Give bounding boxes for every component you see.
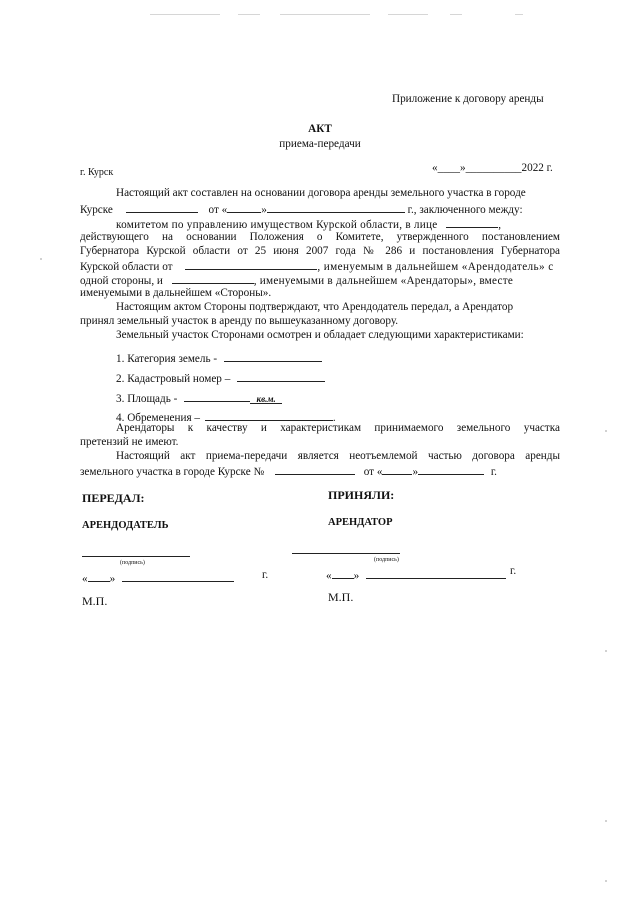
left-header: ПЕРЕДАЛ: bbox=[82, 491, 145, 505]
scan-artifact bbox=[238, 14, 260, 15]
blank-field bbox=[275, 463, 355, 475]
left-role: АРЕНДОДАТЕЛЬ bbox=[82, 520, 169, 531]
blank-field bbox=[205, 409, 333, 421]
area-unit-text: кв.м. bbox=[256, 394, 276, 404]
blank-field bbox=[122, 570, 234, 582]
item-area bbox=[116, 390, 282, 406]
p5-line2: претензий не имеют. bbox=[80, 436, 179, 448]
left-stamp: М.П. bbox=[82, 594, 108, 608]
left-date-close: » bbox=[109, 573, 116, 585]
item-land-category-label: 1. Категория земель - bbox=[116, 353, 218, 365]
p6-quote-close: » bbox=[412, 466, 419, 478]
p6-from: от « bbox=[363, 466, 383, 478]
act-subtitle: приема-передачи bbox=[279, 138, 361, 150]
scan-artifact bbox=[515, 14, 523, 15]
blank-field bbox=[237, 370, 325, 382]
p2-tenants: , именуемыми в дальнейшем «Арендаторы», вместе bbox=[253, 275, 514, 287]
p6-year: г. bbox=[490, 466, 497, 478]
blank-field bbox=[332, 567, 354, 579]
blank-field bbox=[172, 272, 254, 284]
blank-field bbox=[185, 258, 317, 270]
item-cadastral-number-label: 2. Кадастровый номер – bbox=[116, 373, 231, 385]
p2-lessor: , именуемым в дальнейшем «Арендодатель» с bbox=[317, 261, 554, 273]
p6-line2 bbox=[80, 463, 560, 479]
p6-line1: Настоящий акт приема-передачи является неотъемлемой частью договора аренды bbox=[116, 450, 560, 462]
p1-from: от « bbox=[208, 204, 228, 216]
blank-field bbox=[366, 567, 506, 579]
blank-field bbox=[126, 201, 198, 213]
item-land-category bbox=[116, 350, 322, 366]
blank-field bbox=[227, 201, 261, 213]
p2-line1: комитетом по управлению имуществом Курской области, в лице , bbox=[116, 216, 560, 232]
right-date-open: « bbox=[326, 570, 332, 582]
p1-city: Курске bbox=[80, 204, 113, 216]
left-signature-line bbox=[82, 556, 190, 557]
scan-artifact bbox=[605, 430, 607, 432]
p4-line1: Земельный участок Сторонами осмотрен и обладает следующими характеристиками: bbox=[116, 329, 524, 341]
scan-artifact bbox=[40, 258, 42, 260]
p2-line3: Губернатора Курской области от 25 июня 2007 года № 286 и постановления Губернатора bbox=[80, 245, 560, 257]
scan-artifact bbox=[280, 14, 370, 15]
p1-quote-close: » bbox=[261, 204, 267, 216]
blank-field bbox=[88, 570, 110, 582]
p6-city: земельного участка в городе Курске № bbox=[80, 466, 265, 478]
scan-artifact bbox=[450, 14, 462, 15]
scan-artifact bbox=[605, 880, 607, 882]
p3-line2: принял земельный участок в аренду по вышеуказанному договору. bbox=[80, 315, 399, 327]
left-year: г. bbox=[262, 569, 269, 581]
p1-concluded: г., заключенного между: bbox=[407, 204, 523, 216]
right-signature-line bbox=[292, 553, 400, 554]
right-role: АРЕНДАТОР bbox=[328, 517, 393, 528]
p2-line2: действующего на основании Положения о Комитете, утвержденного постановлением bbox=[80, 231, 560, 243]
p2-committee: комитетом по управлению имуществом Курской области, в лице bbox=[116, 219, 438, 231]
p1-line1: Настоящий акт составлен на основании договора аренды земельного участка в городе bbox=[116, 187, 526, 199]
item-encumbrances-label: 4. Обременения – bbox=[116, 412, 201, 424]
scan-artifact bbox=[150, 14, 220, 15]
left-date-open: « bbox=[82, 573, 88, 585]
blank-field bbox=[382, 463, 412, 475]
date-line: «____»__________2022 г. bbox=[432, 162, 553, 174]
p1-line2 bbox=[80, 201, 560, 217]
item-cadastral-number bbox=[116, 370, 325, 386]
area-unit bbox=[250, 392, 282, 404]
left-signature-label: (подпись) bbox=[120, 560, 145, 566]
blank-field bbox=[418, 463, 484, 475]
scan-artifact bbox=[388, 14, 428, 15]
city: г. Курск bbox=[80, 167, 114, 178]
right-date-close: » bbox=[353, 570, 360, 582]
item-encumbrances-end: . bbox=[332, 412, 336, 424]
right-date bbox=[326, 567, 506, 583]
right-year: г. bbox=[510, 565, 517, 577]
blank-field bbox=[267, 201, 405, 213]
blank-field bbox=[184, 390, 250, 402]
right-signature-label: (подпись) bbox=[374, 557, 399, 563]
item-area-label: 3. Площадь - bbox=[116, 393, 178, 405]
appendix-note: Приложение к договору аренды bbox=[392, 93, 544, 105]
p2-from: Курской области от bbox=[80, 261, 173, 273]
right-stamp: М.П. bbox=[328, 590, 354, 604]
left-date bbox=[82, 570, 234, 586]
blank-field bbox=[224, 350, 322, 362]
scan-artifact bbox=[605, 650, 607, 652]
p3-line1: Настоящим актом Стороны подтверждают, что Арендодатель передал, а Арендатор bbox=[116, 301, 514, 313]
p2-one-side: одной стороны, и bbox=[80, 275, 163, 287]
blank-field bbox=[446, 216, 498, 228]
p5-line1: Арендаторы к качеству и характеристикам принимаемого земельного участка bbox=[116, 422, 560, 434]
right-header: ПРИНЯЛИ: bbox=[328, 488, 395, 502]
act-title: АКТ bbox=[308, 123, 332, 135]
p2-line6: именуемыми в дальнейшем «Стороны». bbox=[80, 287, 272, 299]
scan-artifact bbox=[605, 820, 607, 822]
